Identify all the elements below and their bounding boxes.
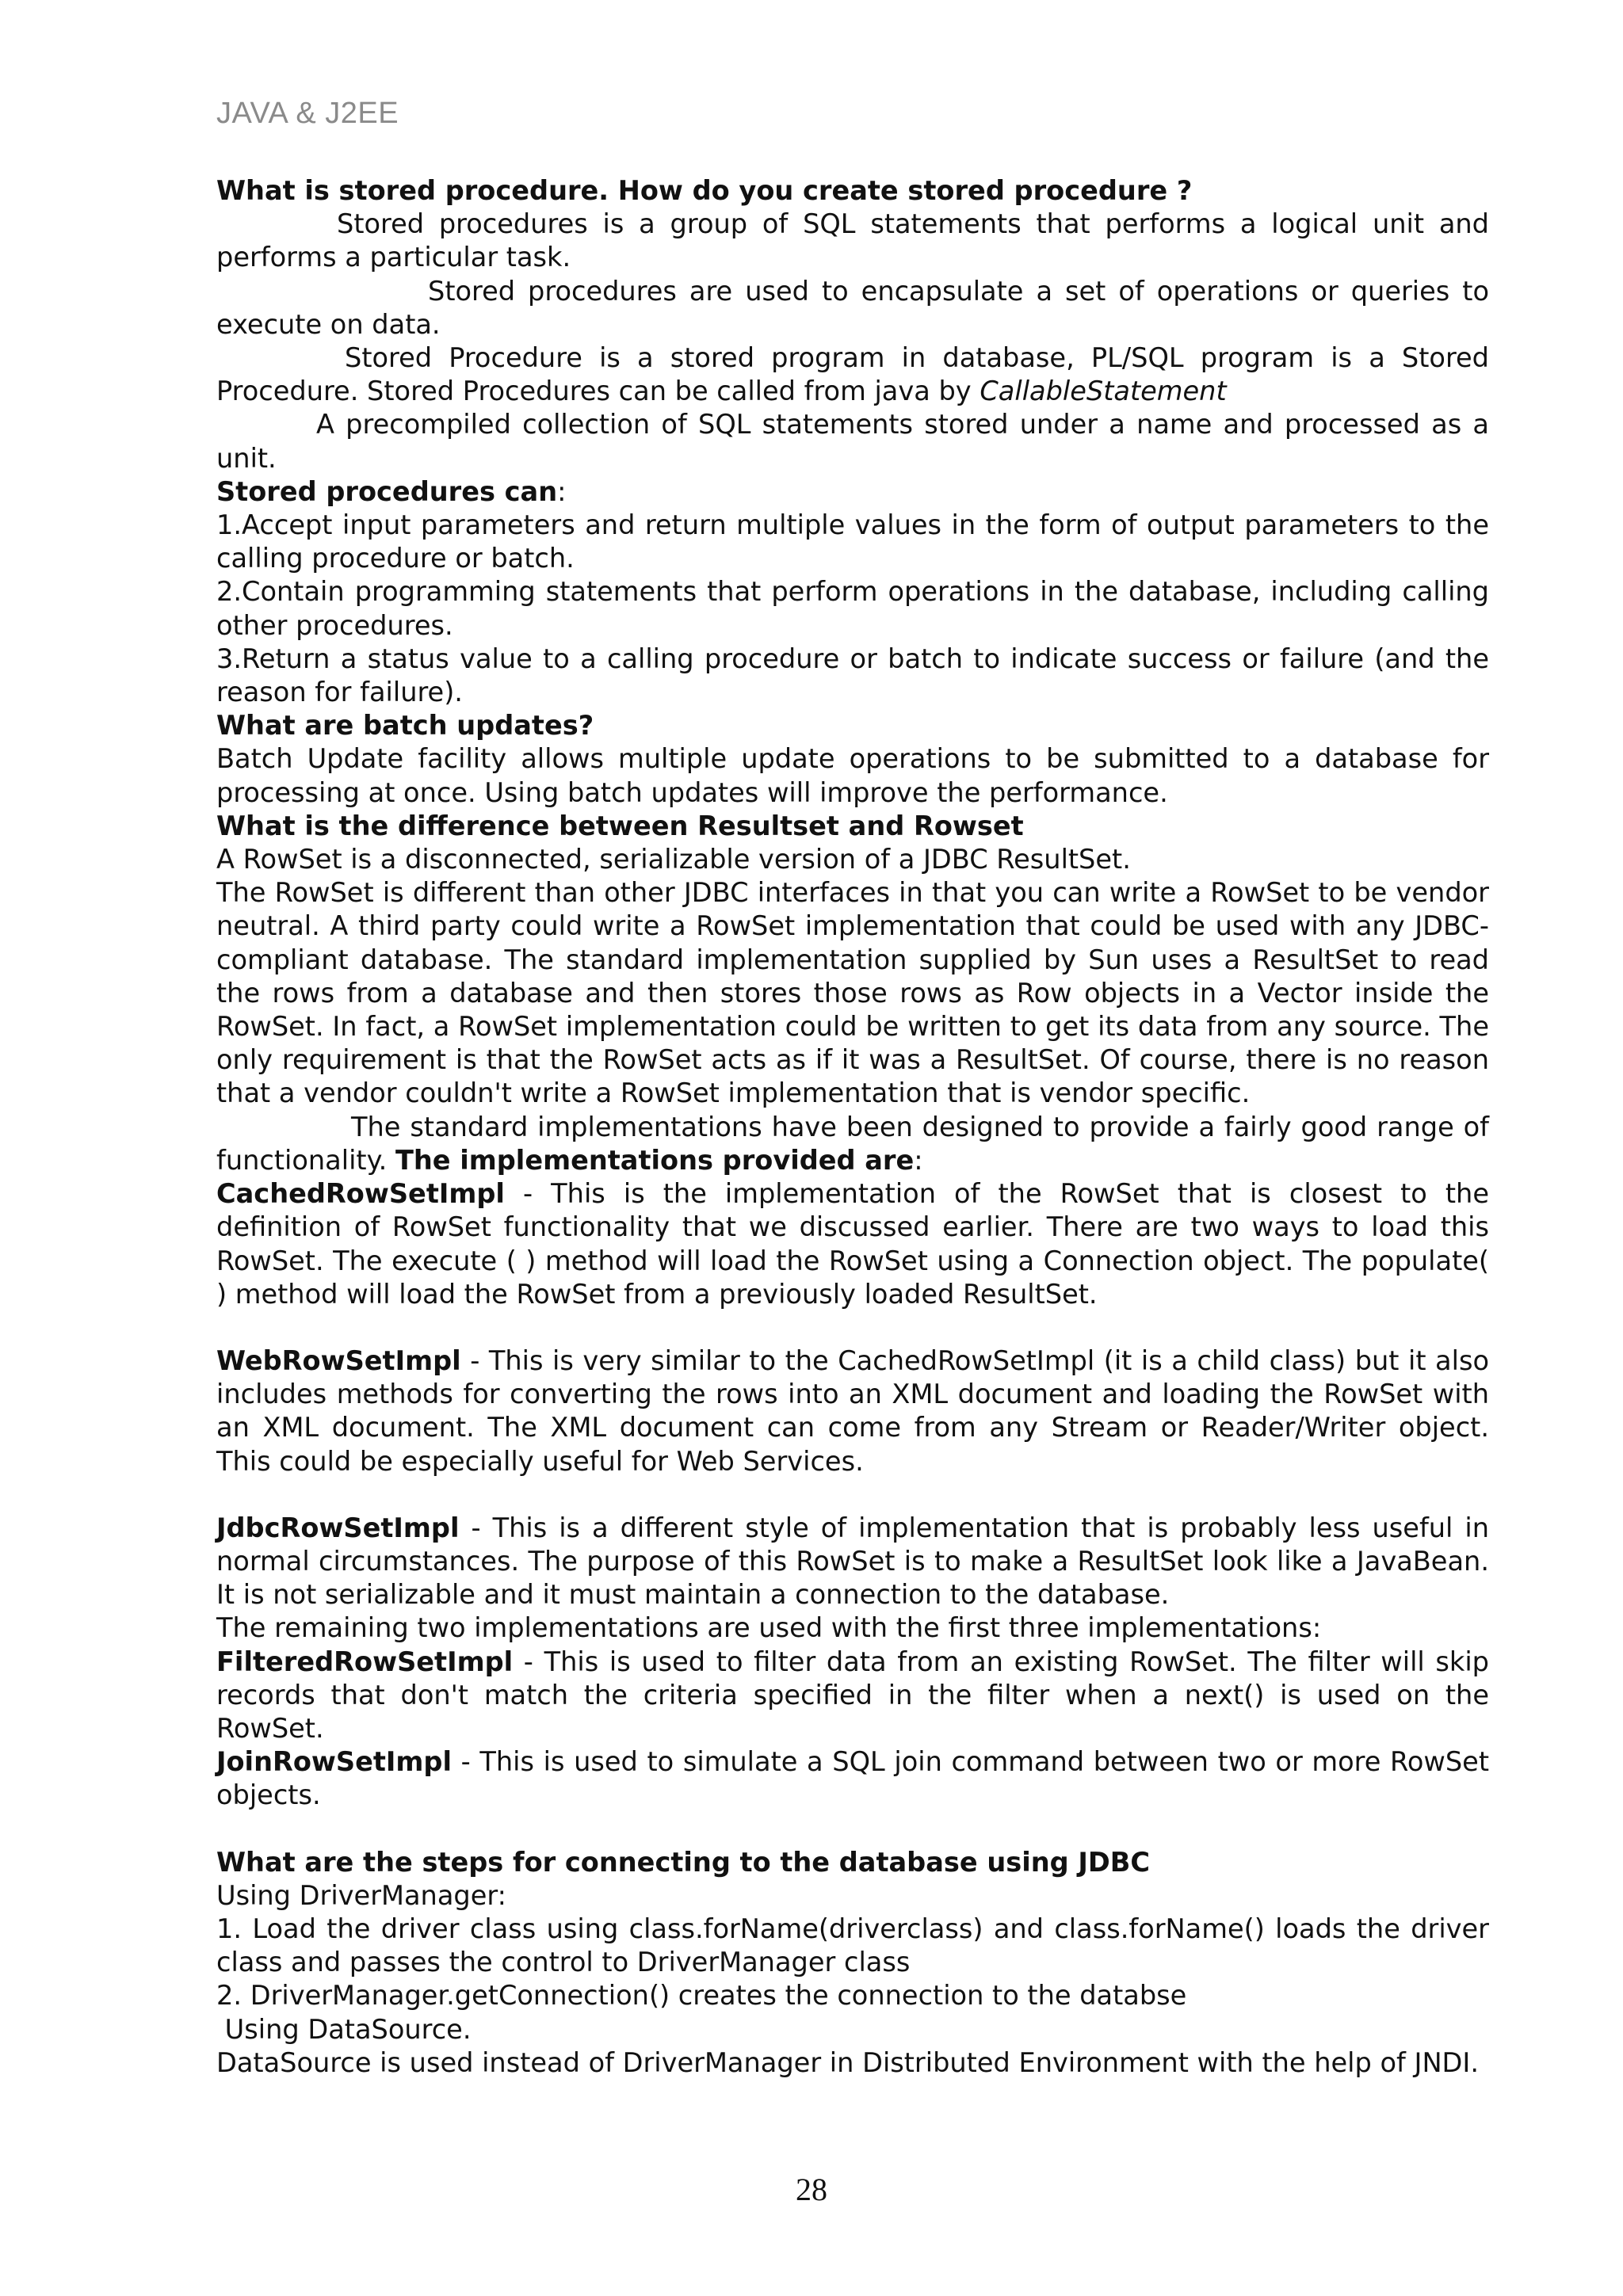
term: FilteredRowSetImpl — [216, 1646, 514, 1677]
term: CachedRowSetImpl — [216, 1178, 505, 1210]
paragraph: A RowSet is a disconnected, serializable version of a JDBC ResultSet. — [216, 844, 1131, 875]
paragraph: The RowSet is different than other JDBC interfaces in that you can write a RowSet to be vendor neutral. A third party could write a RowSet implementation that could be used with any JDBC-compliant database. The standard implementation supplied by Sun uses a ResultSet to read the rows from a database and then stores those rows as Row objects in a Vector inside the RowSet. In fact, a RowSet implementation could be written to get its data from any source. The only requirement is that the RowSet acts as if it was a ResultSet. Of course, there is no reason that a vendor couldn't write a RowSet implementation that is vendor specific. — [216, 877, 1489, 1109]
definition-cached-rowset: CachedRowSetImpl - This is the implementation of the RowSet that is closest to the definition of RowSet functionality that we discussed earlier. There are two ways to load this RowSet. The execute ( ) method will load the RowSet using a Connection object. The populate( ) method will load the RowSet from a previously loaded ResultSet. — [216, 1178, 1489, 1310]
definition-filtered-rowset: FilteredRowSetImpl - This is used to filter data from an existing RowSet. The filter will skip records that don't match the criteria specified in the filter when a next() is used on the RowSet. — [216, 1646, 1489, 1744]
spacer — [216, 1813, 1489, 1846]
definition-join-rowset: JoinRowSetImpl - This is used to simulate a SQL join command between two or more RowSet objects. — [216, 1746, 1489, 1811]
list-item: 1.Accept input parameters and return multiple values in the form of output parameters to the calling procedure or batch. — [216, 509, 1489, 574]
paragraph: Stored procedures are used to encapsulate a set of operations or queries to execute on data. — [216, 275, 1489, 340]
paragraph: 2. DriverManager.getConnection() creates the connection to the databse — [216, 1980, 1187, 2012]
spacer — [216, 1478, 1489, 1512]
running-header: JAVA & J2EE — [216, 97, 399, 130]
heading-stored-procedure: What is stored procedure. How do you create stored procedure ? — [216, 175, 1193, 206]
paragraph: 1. Load the driver class using class.forName(driverclass) and class.forName() loads the driver class and passes the control to DriverManager class — [216, 1913, 1489, 1978]
paragraph: Using DriverManager: — [216, 1879, 506, 1911]
spacer — [216, 1311, 1489, 1344]
page-body — [216, 174, 1489, 2080]
page-number: 28 — [796, 2172, 827, 2207]
paragraph: Stored procedures is a group of SQL statements that performs a logical unit and performs a particular task. — [216, 208, 1489, 273]
paragraph: DataSource is used instead of DriverManager in Distributed Environment with the help of JNDI. — [216, 2046, 1479, 2078]
list-item: 2.Contain programming statements that perform operations in the database, including calling other procedures. — [216, 576, 1489, 641]
definition-jdbc-rowset: JdbcRowSetImpl - This is a different style of implementation that is probably less useful in normal circumstances. The purpose of this RowSet is to make a ResultSet look like a JavaBean. It is not serializable and it must maintain a connection to the database. — [216, 1512, 1489, 1611]
paragraph: Stored Procedure is a stored program in database, PL/SQL program is a Stored Procedure. Stored Procedures can be called from java by CallableStatement — [216, 342, 1489, 407]
term: JdbcRowSetImpl — [216, 1512, 460, 1543]
paragraph: Using DataSource. — [216, 2013, 472, 2045]
paragraph: Batch Update facility allows multiple update operations to be submitted to a database for processing at once. Using batch updates will improve the performance. — [216, 743, 1489, 808]
paragraph: A precompiled collection of SQL statements stored under a name and processed as a unit. — [216, 409, 1489, 474]
heading-batch-updates: What are batch updates? — [216, 710, 594, 742]
term: JoinRowSetImpl — [216, 1746, 452, 1778]
list-item: 3.Return a status value to a calling procedure or batch to indicate success or failure (and the reason for failure). — [216, 643, 1489, 708]
term: WebRowSetImpl — [216, 1344, 461, 1376]
list-intro: Stored procedures can: — [216, 475, 567, 507]
heading-resultset-rowset: What is the difference between Resultset and Rowset — [216, 810, 1024, 841]
paragraph: The standard implementations have been designed to provide a fairly good range of functionality. The implementations provided are: — [216, 1111, 1489, 1176]
paragraph: The remaining two implementations are used with the first three implementations: — [216, 1612, 1322, 1644]
inline-code-term: CallableStatement — [980, 376, 1227, 407]
heading-jdbc-steps: What are the steps for connecting to the database using JDBC — [216, 1846, 1150, 1878]
definition-web-rowset: WebRowSetImpl - This is very similar to the CachedRowSetImpl (it is a child class) but it also includes methods for converting the rows into an XML document and loading the RowSet with an XML document. The XML document can come from any Stream or Reader/Writer object. This could be especially useful for Web Services. — [216, 1344, 1489, 1477]
